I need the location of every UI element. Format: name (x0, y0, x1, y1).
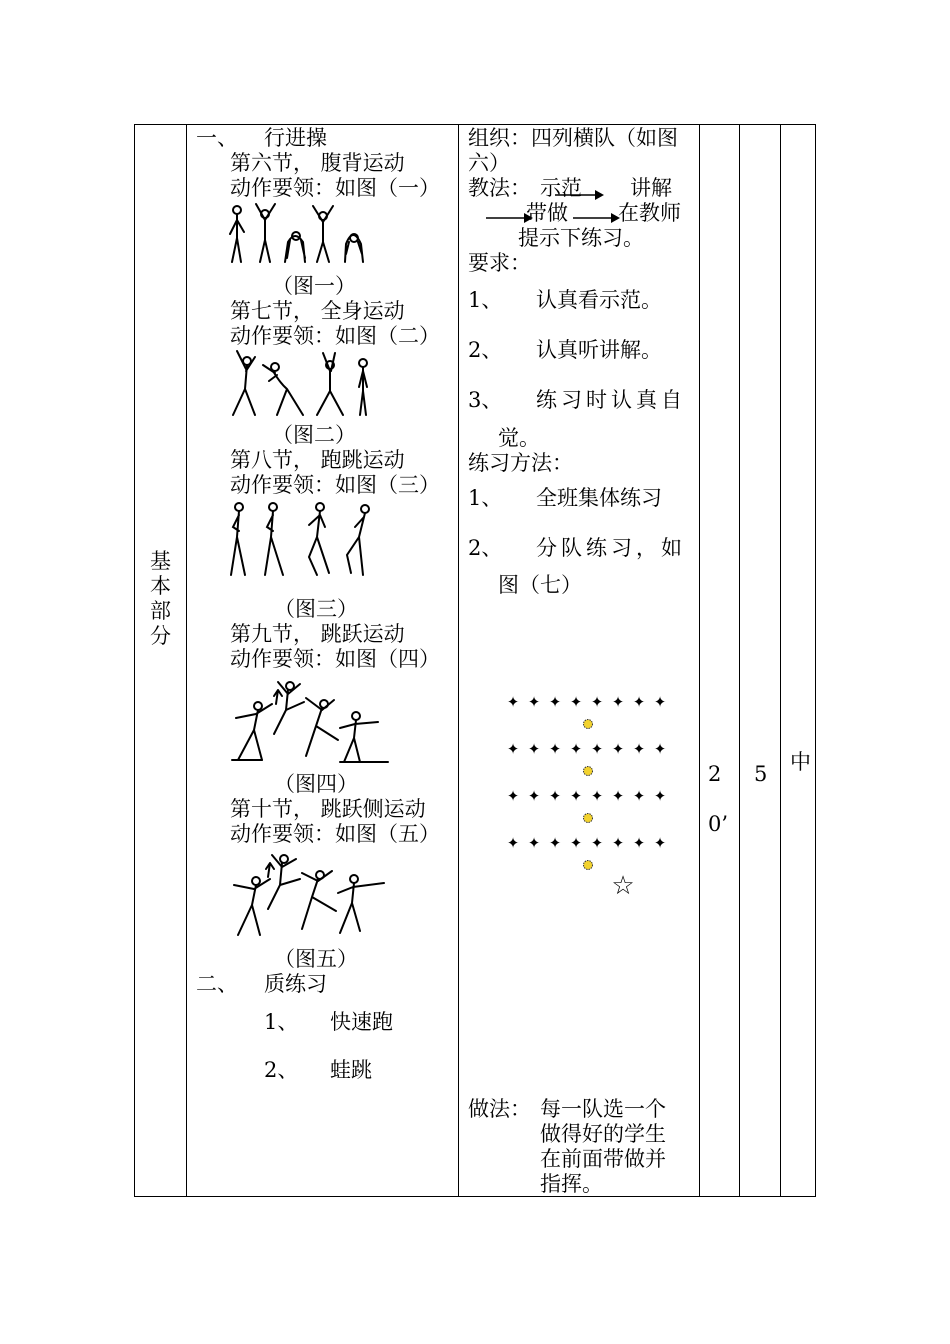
figure-caption: （图一） (272, 274, 356, 298)
practice-text: 分队练习，如 (536, 536, 686, 560)
student-marker: ✦ (632, 834, 646, 852)
exercise-key: 动作要领：如图（三） (230, 473, 440, 497)
student-marker: ✦ (653, 740, 667, 758)
howto-line: 在前面带做并 (540, 1147, 666, 1171)
student-marker: ✦ (653, 787, 667, 805)
figure-2-illustration (225, 347, 375, 419)
student-marker: ✦ (569, 740, 583, 758)
howto-label: 做法： (468, 1097, 531, 1121)
requirements-title: 要求： (468, 251, 531, 275)
practice-title: 练习方法： (468, 451, 573, 475)
student-marker: ✦ (527, 787, 541, 805)
student-marker: ✦ (506, 740, 520, 758)
howto-line: 指挥。 (540, 1172, 603, 1196)
table-left-border (134, 124, 135, 1197)
student-marker: ✦ (548, 787, 562, 805)
time-value: 0’ (708, 812, 729, 836)
organization-line: 组织：四列横队（如图 (468, 126, 678, 150)
table-right-border (815, 124, 816, 1197)
student-marker: ✦ (548, 834, 562, 852)
figure-caption: （图五） (274, 947, 358, 971)
student-marker: ✦ (548, 693, 562, 711)
student-marker: ✦ (527, 693, 541, 711)
section-label-char: 基 (150, 549, 171, 573)
figure-3-illustration (225, 497, 375, 579)
requirement-number: 2、 (468, 338, 503, 362)
student-marker: ✦ (506, 787, 520, 805)
student-marker: ✦ (506, 693, 520, 711)
student-marker: ✦ (611, 787, 625, 805)
section-label-char: 部 (150, 599, 171, 623)
section-label-char: 分 (150, 624, 171, 648)
formation-diagram (505, 688, 675, 903)
teaching-step: 示范 (540, 176, 582, 200)
student-marker: ✦ (527, 834, 541, 852)
requirement-text: 认真听讲解。 (536, 338, 662, 362)
table-top-border (134, 124, 816, 125)
student-marker: ✦ (569, 787, 583, 805)
student-marker: ✦ (632, 693, 646, 711)
exercise-name: 第九节， 跳跃运动 (230, 622, 405, 646)
student-marker: ✦ (632, 787, 646, 805)
table-bottom-border (134, 1196, 816, 1197)
arrow-icon (555, 189, 605, 201)
section-label-char: 本 (150, 574, 171, 598)
part2-number: 二、 (196, 972, 238, 996)
figure-4-illustration (228, 674, 390, 766)
time-value: 2 (708, 762, 722, 786)
count-value: 5 (754, 762, 768, 786)
exercise-name: 第六节， 腹背运动 (230, 151, 405, 175)
row-leader-marker (584, 720, 593, 729)
requirement-text: 认真看示范。 (536, 288, 662, 312)
teaching-step: 讲解 (630, 176, 672, 200)
teaching-label: 教法： (468, 176, 531, 200)
organization-line: 六） (468, 151, 510, 175)
column-divider (186, 124, 187, 1197)
student-marker: ✦ (653, 693, 667, 711)
column-divider (780, 124, 781, 1197)
row-leader-marker (584, 814, 593, 823)
student-marker: ✦ (527, 740, 541, 758)
practice-number: 1、 (468, 486, 503, 510)
exercise-key: 动作要领：如图（五） (230, 822, 440, 846)
figure-5-illustration (228, 847, 388, 939)
howto-line: 每一队选一个 (540, 1097, 666, 1121)
practice-text: 全班集体练习 (536, 486, 662, 510)
figure-1-illustration (225, 200, 370, 270)
column-divider (699, 124, 700, 1197)
student-marker: ✦ (548, 740, 562, 758)
list-item-number: 2、 (264, 1058, 299, 1082)
teaching-step: 带做 (526, 201, 568, 225)
intensity-value: 中 (790, 750, 811, 774)
howto-line: 做得好的学生 (540, 1122, 666, 1146)
column-divider (458, 124, 459, 1197)
teaching-step: 提示下练习。 (518, 226, 644, 250)
practice-text-continued: 图（七） (498, 573, 582, 597)
arrow-icon (573, 212, 621, 224)
column-divider (739, 124, 740, 1197)
exercise-key: 动作要领：如图（二） (230, 324, 440, 348)
list-item-text: 快速跑 (330, 1010, 393, 1034)
list-item-text: 蛙跳 (330, 1058, 372, 1082)
teaching-step: 在教师 (618, 201, 681, 225)
exercise-name: 第八节， 跑跳运动 (230, 448, 405, 472)
list-item-number: 1、 (264, 1010, 299, 1034)
row-leader-marker (584, 767, 593, 776)
student-marker: ✦ (569, 834, 583, 852)
requirement-text-continued: 觉。 (498, 426, 540, 450)
exercise-key: 动作要领：如图（四） (230, 647, 440, 671)
exercise-name: 第七节， 全身运动 (230, 299, 405, 323)
part1-number: 一、 (196, 126, 238, 150)
practice-number: 2、 (468, 536, 503, 560)
student-marker: ✦ (611, 740, 625, 758)
requirement-number: 3、 (468, 388, 503, 412)
figure-caption: （图二） (272, 423, 356, 447)
teacher-star-icon: ☆ (611, 871, 635, 901)
figure-caption: （图四） (274, 772, 358, 796)
requirement-text: 练习时认真自 (536, 388, 686, 412)
requirement-number: 1、 (468, 288, 503, 312)
part2-title: 质练习 (264, 972, 327, 996)
exercise-key: 动作要领：如图（一） (230, 176, 440, 200)
exercise-name: 第十节， 跳跃侧运动 (230, 797, 426, 821)
student-marker: ✦ (590, 693, 604, 711)
row-leader-marker (584, 861, 593, 870)
student-marker: ✦ (653, 834, 667, 852)
student-marker: ✦ (590, 787, 604, 805)
part1-title: 行进操 (264, 126, 327, 150)
figure-caption: （图三） (274, 597, 358, 621)
student-marker: ✦ (611, 834, 625, 852)
student-marker: ✦ (611, 693, 625, 711)
student-marker: ✦ (590, 740, 604, 758)
student-marker: ✦ (590, 834, 604, 852)
student-marker: ✦ (506, 834, 520, 852)
student-marker: ✦ (569, 693, 583, 711)
student-marker: ✦ (632, 740, 646, 758)
